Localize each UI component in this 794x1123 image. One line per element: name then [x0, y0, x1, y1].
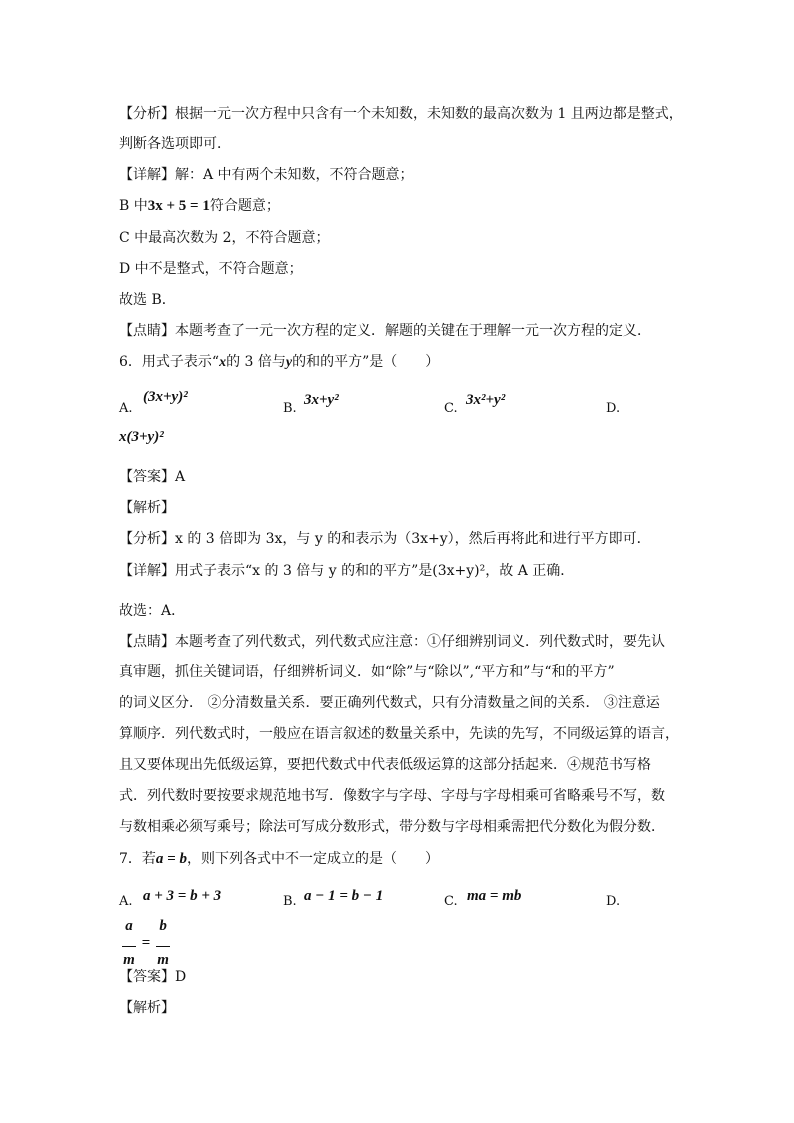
q6-option-b-math: 3x+y² — [304, 392, 339, 408]
q6-comment-line-4: 算顺序．列代数式时，一般应在语言叙述的数量关系中，先读的先写，不同级运算的语言， — [119, 726, 679, 742]
q7-stem-prefix: 7．若 — [119, 851, 156, 867]
q7-option-d-math — [122, 918, 170, 969]
b-prefix: B 中 — [119, 198, 148, 214]
q6-comment-line-2: 真审题，抓住关键词语，仔细辨析词义．如“除”与“除以”,“平方和”与“和的平方” — [119, 664, 615, 680]
q6-option-b-label: B. — [283, 401, 297, 416]
frac-right-bar — [156, 946, 170, 947]
frac-equals: = — [141, 935, 151, 951]
q6-comment-line-3: 的词义区分． ②分清数量关系．要正确列代数式，只有分清数量之间的关系． ③注意运 — [119, 695, 660, 711]
q6-option-c-label: C. — [444, 401, 458, 416]
frac-right-numerator: b — [159, 918, 167, 934]
q6-option-a-label: A. — [119, 401, 133, 416]
q7-stem-suffix: ，则下列各式中不一定成立的是（ ） — [186, 851, 439, 867]
q6-detail: 【详解】用式子表示“x 的 3 倍与 y 的和的平方”是(3x+y)²，故 A 正确． — [119, 563, 575, 579]
q6-stem-prefix: 6．用式子表示“ — [119, 354, 220, 370]
q7-stem-math: a = b — [155, 851, 187, 867]
q6-stem-suffix: 的和的平方”是（ ） — [292, 354, 440, 370]
q7-option-b-math: a − 1 = b − 1 — [304, 888, 384, 904]
b-equation: 3x + 5 = 1 — [147, 198, 210, 214]
q6-comment-line-5: 且又要体现出先低级运算，要把代数式中代表低级运算的这部分括起来．④规范书写格 — [119, 757, 651, 773]
frac-left-numerator: a — [125, 918, 133, 934]
q6-option-d-label: D. — [606, 401, 621, 416]
b-suffix: 符合题意； — [209, 198, 280, 214]
q6-stem — [119, 352, 439, 373]
q7-option-c-label: C. — [444, 894, 458, 909]
q6-comment-line-1: 【点睛】本题考查了列代数式，列代数式应注意：①仔细辨别词义．列代数式时，要先认 — [119, 634, 665, 650]
option-d-explanation: D 中不是整式，不符合题意； — [119, 261, 303, 277]
frac-left-denominator: m — [123, 952, 135, 968]
q7-option-a-label: A. — [119, 894, 133, 909]
q6-stem-x: x — [219, 355, 227, 370]
q6-explain-title: 【解析】 — [119, 500, 175, 516]
q6-option-d-math: x(3+y)² — [119, 429, 164, 445]
q6-analysis: 【分析】x 的 3 倍即为 3x，与 y 的和表示为（3x+y），然后再将此和进行平方即可． — [119, 531, 651, 547]
q6-stem-mid: 的 3 倍与 — [226, 354, 286, 370]
option-c-explanation: C 中最高次数为 2，不符合题意； — [119, 230, 330, 246]
q6-choice: 故选：A． — [119, 603, 186, 619]
detail-line: 【详解】解：A 中有两个未知数，不符合题意； — [119, 167, 414, 183]
choice-line: 故选 B． — [119, 292, 176, 308]
frac-left-bar — [122, 946, 136, 947]
q6-option-c-math: 3x²+y² — [466, 392, 506, 408]
q7-explain-title: 【解析】 — [119, 1000, 175, 1016]
q6-comment-line-6: 式．列代数时要按要求规范地书写．像数字与字母、字母与字母相乘可省略乘号不写，数 — [119, 788, 665, 804]
q6-comment-line-7: 与数相乘必须写乘号；除法可写成分数形式，带分数与字母相乘需把代分数化为假分数． — [119, 819, 665, 835]
q7-option-b-label: B. — [283, 894, 297, 909]
q6-stem-y: y — [285, 355, 293, 370]
q7-option-a-math: a + 3 = b + 3 — [143, 888, 222, 904]
q6-option-a-math: (3x+y)² — [143, 389, 188, 405]
q7-stem — [119, 849, 439, 869]
analysis-line-1: 【分析】根据一元一次方程中只含有一个未知数，未知数的最高次数为 1 且两边都是整式， — [119, 106, 683, 122]
q6-answer: 【答案】A — [119, 469, 186, 485]
q7-answer: 【答案】D — [119, 969, 187, 985]
q7-option-d-label: D. — [606, 894, 621, 909]
comment-line: 【点睛】本题考查了一元一次方程的定义．解题的关键在于理解一元一次方程的定义． — [119, 323, 651, 339]
q7-option-c-math: ma = mb — [467, 888, 522, 904]
analysis-line-2: 判断各选项即可． — [119, 136, 231, 152]
option-b-explanation — [119, 196, 280, 216]
frac-right-denominator: m — [157, 952, 169, 968]
